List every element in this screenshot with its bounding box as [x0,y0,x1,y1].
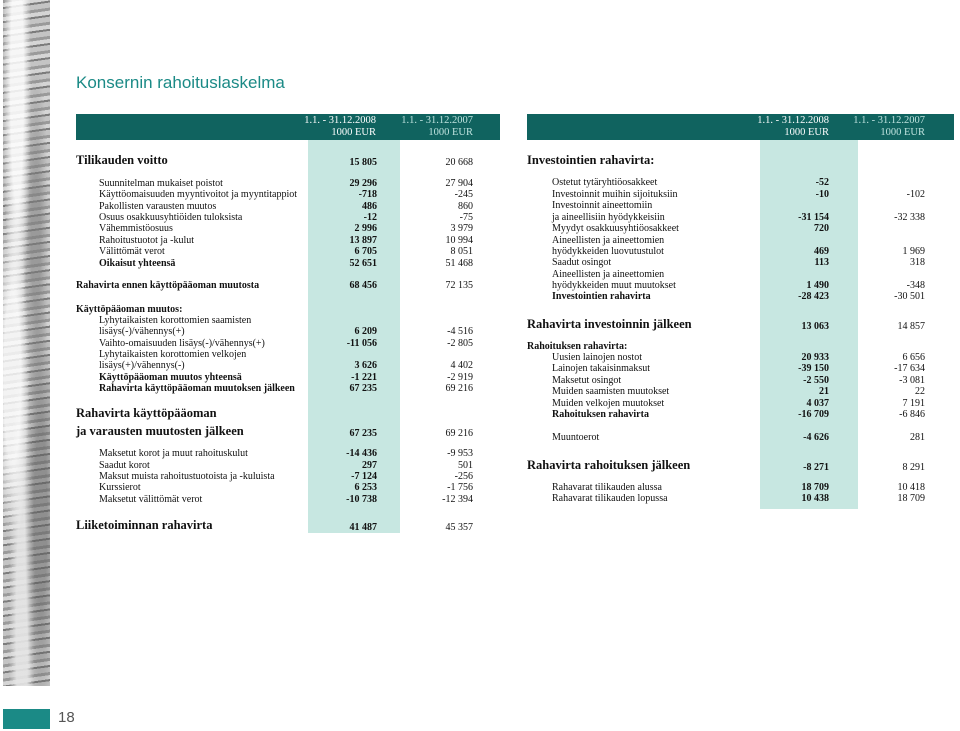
row-label: Rahavarat tilikauden alussa [552,482,662,493]
row-label: Muiden saamisten muutokset [552,386,670,397]
row-value-2007: 8 051 [450,246,473,257]
row-value-2008: 486 [362,201,377,212]
row-value-2008: 2 996 [354,223,377,234]
row-value-2008: -52 [815,177,829,188]
decorative-rock-strip [3,0,50,686]
row-label: Rahoituksen rahavirta: [527,341,628,352]
row-label: Välittömät verot [99,246,165,257]
left-col2-period: 1.1. - 31.12.2007 [401,115,473,126]
row-value-2008: -7 124 [351,471,377,482]
row-value-2007: 7 191 [902,398,925,409]
row-label: Rahoitustuotot ja -kulut [99,235,194,246]
row-value-2007: 501 [458,460,473,471]
row-value-2008: 4 037 [806,398,829,409]
row-value-2008: -14 436 [346,448,377,459]
row-value-2007: -32 338 [894,212,925,223]
row-label: lisäys(+)/vähennys(-) [99,360,185,371]
row-value-2008: -2 550 [803,375,829,386]
row-value-2008: 6 209 [354,326,377,337]
row-value-2008: -1 221 [351,372,377,383]
row-label: Muuntoerot [552,432,600,443]
right-col2-unit: 1000 EUR [880,127,925,138]
row-label: Käyttöpääoman muutos: [76,304,183,315]
row-label: Investoinnit aineettomiin [552,200,653,211]
row-label: lisäys(-)/vähennys(+) [99,326,185,337]
left-col1-period: 1.1. - 31.12.2008 [304,115,376,126]
row-value-2007: -348 [906,280,925,291]
row-value-2007: -9 953 [447,448,473,459]
row-label: Uusien lainojen nostot [552,352,642,363]
row-label: Käyttöpääoman muutos yhteensä [99,372,242,383]
row-label: Rahavirta investoinnin jälkeen [527,317,692,331]
row-label: Rahavirta rahoituksen jälkeen [527,458,691,472]
page-title: Konsernin rahoituslaskelma [76,73,285,92]
row-value-2008: 41 487 [349,522,377,533]
row-value-2007: -75 [459,212,473,223]
row-value-2008: 52 651 [349,258,377,269]
row-value-2008: -10 738 [346,494,377,505]
row-value-2007: 22 [915,386,925,397]
right-col1-period: 1.1. - 31.12.2008 [757,115,829,126]
row-value-2007: 281 [910,432,925,443]
row-label: Maksut muista rahoitustuotoista ja -kuluista [99,471,275,482]
row-value-2007: -12 394 [442,494,473,505]
row-value-2008: 29 296 [349,178,377,189]
row-value-2008: 10 438 [801,493,829,504]
row-value-2008: -718 [358,189,377,200]
row-value-2007: -30 501 [894,291,925,302]
row-value-2007: 318 [910,257,925,268]
row-value-2007: -102 [906,189,925,200]
row-label: Pakollisten varausten muutos [99,201,217,212]
row-label: Suunnitelman mukaiset poistot [99,178,223,189]
row-value-2008: 3 626 [354,360,377,371]
row-value-2008: 13 897 [349,235,377,246]
row-value-2008: -8 271 [803,462,829,473]
row-value-2008: 469 [814,246,829,257]
row-value-2007: 27 904 [445,178,473,189]
row-label: Aineellisten ja aineettomien [552,235,665,246]
row-label: Liiketoiminnan rahavirta [76,518,213,532]
row-value-2007: -4 516 [447,326,473,337]
row-label: Muiden velkojen muutokset [552,398,665,409]
row-value-2008: 68 456 [349,280,377,291]
row-value-2007: 20 668 [445,157,473,168]
row-label: Lyhytaikaisten korottomien velkojen [99,349,247,360]
row-value-2008: -39 150 [798,363,829,374]
row-value-2007: 4 402 [450,360,473,371]
row-label: hyödykkeiden luovutustulot [552,246,664,257]
row-label: Rahavirta käyttöpääoman muutoksen jälkeen [99,383,295,394]
row-value-2007: -256 [454,471,473,482]
row-value-2008: 21 [819,386,829,397]
row-value-2008: -11 056 [346,338,377,349]
row-value-2007: -6 846 [899,409,925,420]
row-label: Myydyt osakkuusyhtiöosakkeet [552,223,679,234]
row-value-2008: 297 [362,460,377,471]
row-label: Tilikauden voitto [76,153,168,167]
footer-accent-bar [3,709,50,729]
page-number: 18 [58,709,75,726]
row-value-2007: 51 468 [445,258,473,269]
row-value-2007: 8 291 [902,462,925,473]
row-value-2008: -31 154 [798,212,829,223]
row-value-2008: -16 709 [798,409,829,420]
row-value-2007: -1 756 [447,482,473,493]
row-label: Kurssierot [99,482,141,493]
right-col1-unit: 1000 EUR [784,127,829,138]
row-value-2007: 72 135 [445,280,473,291]
row-value-2007: 69 216 [445,428,473,439]
row-label: hyödykkeiden muut muutokset [552,280,676,291]
row-label: Aineellisten ja aineettomien [552,269,665,280]
row-value-2008: 67 235 [349,428,377,439]
row-value-2008: 15 805 [349,157,377,168]
row-value-2007: 1 969 [902,246,925,257]
row-value-2008: 13 063 [801,321,829,332]
right-col2-period: 1.1. - 31.12.2007 [853,115,925,126]
row-label: Rahavirta käyttöpääoman [76,406,217,420]
row-label: Vaihto-omaisuuden lisäys(-)/vähennys(+) [99,338,265,349]
row-label: Maksetut osingot [552,375,622,386]
row-value-2007: 860 [458,201,473,212]
row-label: Investoinnit muihin sijoituksiin [552,189,678,200]
row-label: Maksetut välittömät verot [99,494,203,505]
left-col1-unit: 1000 EUR [331,127,376,138]
row-value-2007: -2 919 [447,372,473,383]
row-label: Oikaisut yhteensä [99,258,176,269]
left-col2-header [396,115,473,139]
row-value-2007: -17 634 [894,363,925,374]
row-value-2007: -3 081 [899,375,925,386]
row-label: ja varausten muutosten jälkeen [76,424,244,438]
row-label: Lainojen takaisinmaksut [552,363,651,374]
row-label: Maksetut korot ja muut rahoituskulut [99,448,248,459]
row-label: Rahavarat tilikauden lopussa [552,493,668,504]
row-value-2008: 113 [814,257,829,268]
row-value-2007: 69 216 [445,383,473,394]
row-label: Lyhytaikaisten korottomien saamisten [99,315,252,326]
row-label: Osuus osakkuusyhtiöiden tuloksista [99,212,243,223]
row-value-2007: 18 709 [897,493,925,504]
row-label: Rahavirta ennen käyttöpääoman muutosta [76,280,260,291]
row-value-2007: 14 857 [897,321,925,332]
row-value-2007: -245 [454,189,473,200]
left-col1-header [300,115,376,139]
row-label: Vähemmistöosuus [99,223,173,234]
row-label: Investointien rahavirta: [527,153,655,167]
right-col2-header [848,115,925,139]
row-value-2007: -2 805 [447,338,473,349]
row-value-2008: 1 490 [806,280,829,291]
row-value-2008: -4 626 [803,432,829,443]
row-value-2007: 10 994 [445,235,473,246]
row-value-2008: -12 [363,212,377,223]
row-value-2008: 18 709 [801,482,829,493]
row-label: Investointien rahavirta [552,291,651,302]
row-label: Saadut korot [99,460,150,471]
row-label: Saadut osingot [552,257,612,268]
row-label: Käyttöomaisuuden myyntivoitot ja myyntitappiot [99,189,298,200]
row-value-2008: -10 [815,189,829,200]
row-value-2008: 67 235 [349,383,377,394]
row-label: ja aineellisiin hyödykkeisiin [552,212,665,223]
row-label: Rahoituksen rahavirta [552,409,649,420]
row-value-2008: -28 423 [798,291,829,302]
row-value-2007: 3 979 [450,223,473,234]
left-col2-unit: 1000 EUR [428,127,473,138]
row-label: Ostetut tytäryhtiöosakkeet [552,177,658,188]
row-value-2008: 720 [814,223,829,234]
row-value-2007: 6 656 [902,352,925,363]
row-value-2007: 45 357 [445,522,473,533]
row-value-2008: 20 933 [801,352,829,363]
right-col1-header [752,115,829,139]
row-value-2008: 6 705 [354,246,377,257]
row-value-2008: 6 253 [354,482,377,493]
row-value-2007: 10 418 [897,482,925,493]
